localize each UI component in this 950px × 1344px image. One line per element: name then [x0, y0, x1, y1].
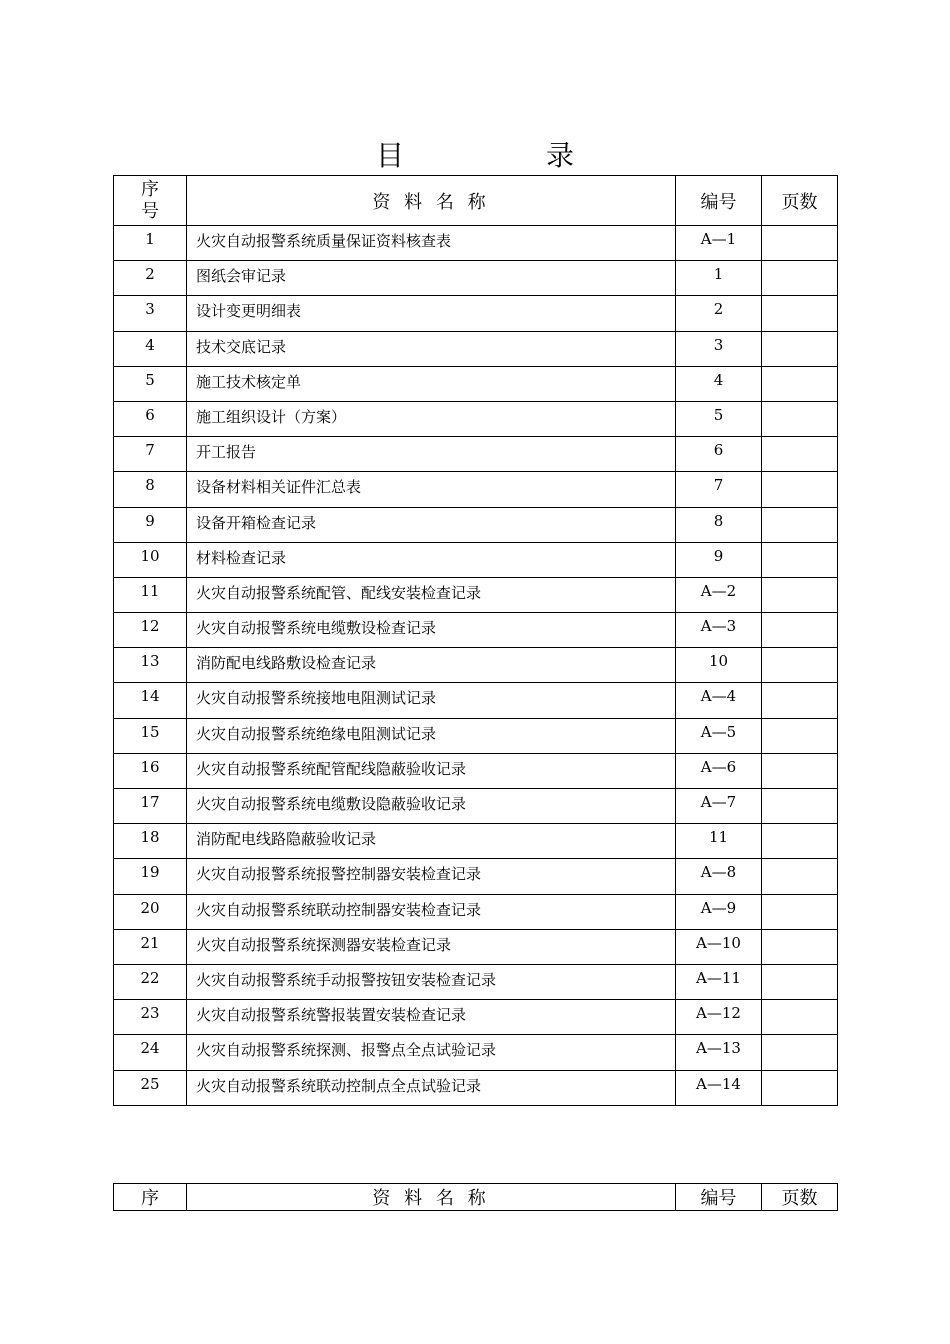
row-pages [762, 226, 838, 261]
row-name: 火灾自动报警系统接地电阻测试记录 [187, 683, 676, 718]
row-code: 1 [676, 261, 762, 296]
contents-table [113, 175, 838, 1106]
row-name: 设计变更明细表 [187, 296, 676, 331]
row-name: 开工报告 [187, 437, 676, 472]
table-row [114, 577, 838, 612]
row-number: 5 [114, 366, 187, 401]
row-code: 11 [676, 824, 762, 859]
header-row-continued [114, 1184, 838, 1211]
row-code: A—11 [676, 964, 762, 999]
table-row [114, 613, 838, 648]
row-code: A—7 [676, 789, 762, 824]
row-number: 17 [114, 789, 187, 824]
row-pages [762, 613, 838, 648]
row-name: 设备材料相关证件汇总表 [187, 472, 676, 507]
row-code: 7 [676, 472, 762, 507]
row-code: A—12 [676, 1000, 762, 1035]
table-row [114, 401, 838, 436]
row-pages [762, 296, 838, 331]
header-row [114, 176, 838, 226]
row-code: A—5 [676, 718, 762, 753]
table-row [114, 296, 838, 331]
table-row [114, 859, 838, 894]
row-pages [762, 894, 838, 929]
row-pages [762, 929, 838, 964]
row-pages [762, 789, 838, 824]
row-name: 火灾自动报警系统联动控制点全点试验记录 [187, 1070, 676, 1105]
row-number: 14 [114, 683, 187, 718]
row-name: 火灾自动报警系统配管、配线安装检查记录 [187, 577, 676, 612]
row-number: 1 [114, 226, 187, 261]
table-row [114, 1035, 838, 1070]
row-code: A—3 [676, 613, 762, 648]
row-code: A—2 [676, 577, 762, 612]
row-pages [762, 718, 838, 753]
row-number: 8 [114, 472, 187, 507]
row-number: 22 [114, 964, 187, 999]
row-name: 火灾自动报警系统质量保证资料核查表 [187, 226, 676, 261]
row-number: 6 [114, 401, 187, 436]
row-name: 火灾自动报警系统配管配线隐蔽验收记录 [187, 753, 676, 788]
row-pages [762, 542, 838, 577]
row-pages [762, 1035, 838, 1070]
title-char-1: 目 [376, 139, 405, 172]
table-row [114, 542, 838, 577]
table-row [114, 683, 838, 718]
row-number: 7 [114, 437, 187, 472]
row-name: 火灾自动报警系统电缆敷设隐蔽验收记录 [187, 789, 676, 824]
table-row [114, 964, 838, 999]
table-row [114, 472, 838, 507]
row-code: 8 [676, 507, 762, 542]
row-pages [762, 859, 838, 894]
table-row [114, 261, 838, 296]
row-name: 材料检查记录 [187, 542, 676, 577]
header-seq-line1: 序 [141, 178, 159, 200]
row-code: 9 [676, 542, 762, 577]
row-name: 施工组织设计（方案） [187, 401, 676, 436]
row-number: 21 [114, 929, 187, 964]
table-row [114, 753, 838, 788]
row-number: 3 [114, 296, 187, 331]
row-number: 20 [114, 894, 187, 929]
header-pages-continued: 页数 [762, 1184, 838, 1211]
header-pages: 页数 [762, 176, 838, 226]
header-name-continued: 资 料 名 称 [187, 1184, 676, 1211]
row-number: 15 [114, 718, 187, 753]
row-number: 19 [114, 859, 187, 894]
row-pages [762, 648, 838, 683]
header-seq-line2: 号 [141, 200, 159, 222]
row-name: 火灾自动报警系统联动控制器安装检查记录 [187, 894, 676, 929]
table-row [114, 226, 838, 261]
row-code: A—8 [676, 859, 762, 894]
row-name: 设备开箱检查记录 [187, 507, 676, 542]
page-title [0, 134, 950, 174]
row-name: 技术交底记录 [187, 331, 676, 366]
row-number: 10 [114, 542, 187, 577]
row-name: 图纸会审记录 [187, 261, 676, 296]
row-number: 23 [114, 1000, 187, 1035]
row-name: 火灾自动报警系统电缆敷设检查记录 [187, 613, 676, 648]
row-number: 4 [114, 331, 187, 366]
row-code: A—1 [676, 226, 762, 261]
table-row [114, 507, 838, 542]
row-code: A—4 [676, 683, 762, 718]
row-pages [762, 577, 838, 612]
row-code: 4 [676, 366, 762, 401]
row-pages [762, 753, 838, 788]
row-code: 5 [676, 401, 762, 436]
row-pages [762, 331, 838, 366]
row-name: 火灾自动报警系统绝缘电阻测试记录 [187, 718, 676, 753]
table-row [114, 894, 838, 929]
row-pages [762, 1070, 838, 1105]
row-pages [762, 683, 838, 718]
table-row [114, 929, 838, 964]
row-pages [762, 437, 838, 472]
row-name: 火灾自动报警系统警报装置安装检查记录 [187, 1000, 676, 1035]
row-number: 24 [114, 1035, 187, 1070]
table-row [114, 789, 838, 824]
row-pages [762, 1000, 838, 1035]
table-row [114, 718, 838, 753]
row-pages [762, 964, 838, 999]
table-row [114, 437, 838, 472]
row-code: A—6 [676, 753, 762, 788]
row-code: A—10 [676, 929, 762, 964]
row-number: 13 [114, 648, 187, 683]
table-row [114, 1070, 838, 1105]
header-code-continued: 编号 [676, 1184, 762, 1211]
table-row [114, 366, 838, 401]
table-row [114, 1000, 838, 1035]
row-name: 火灾自动报警系统手动报警按钮安装检查记录 [187, 964, 676, 999]
header-seq [114, 176, 187, 226]
row-name: 施工技术核定单 [187, 366, 676, 401]
row-code: 2 [676, 296, 762, 331]
row-code: 6 [676, 437, 762, 472]
table-row [114, 331, 838, 366]
header-seq-continued: 序 [114, 1184, 187, 1211]
row-number: 11 [114, 577, 187, 612]
contents-table-continued [113, 1183, 838, 1211]
row-pages [762, 261, 838, 296]
row-number: 2 [114, 261, 187, 296]
table-row [114, 648, 838, 683]
row-number: 25 [114, 1070, 187, 1105]
row-name: 火灾自动报警系统探测器安装检查记录 [187, 929, 676, 964]
header-code: 编号 [676, 176, 762, 226]
row-code: 3 [676, 331, 762, 366]
row-number: 12 [114, 613, 187, 648]
row-number: 9 [114, 507, 187, 542]
header-name: 资 料 名 称 [187, 176, 676, 226]
table-row [114, 824, 838, 859]
row-code: A—13 [676, 1035, 762, 1070]
table-body [114, 226, 838, 1106]
row-pages [762, 507, 838, 542]
row-code: A—14 [676, 1070, 762, 1105]
row-code: A—9 [676, 894, 762, 929]
row-number: 18 [114, 824, 187, 859]
row-name: 消防配电线路敷设检查记录 [187, 648, 676, 683]
row-pages [762, 824, 838, 859]
row-pages [762, 366, 838, 401]
row-code: 10 [676, 648, 762, 683]
row-number: 16 [114, 753, 187, 788]
title-char-2: 录 [546, 139, 575, 172]
row-name: 火灾自动报警系统探测、报警点全点试验记录 [187, 1035, 676, 1070]
row-pages [762, 472, 838, 507]
row-name: 火灾自动报警系统报警控制器安装检查记录 [187, 859, 676, 894]
row-name: 消防配电线路隐蔽验收记录 [187, 824, 676, 859]
row-pages [762, 401, 838, 436]
